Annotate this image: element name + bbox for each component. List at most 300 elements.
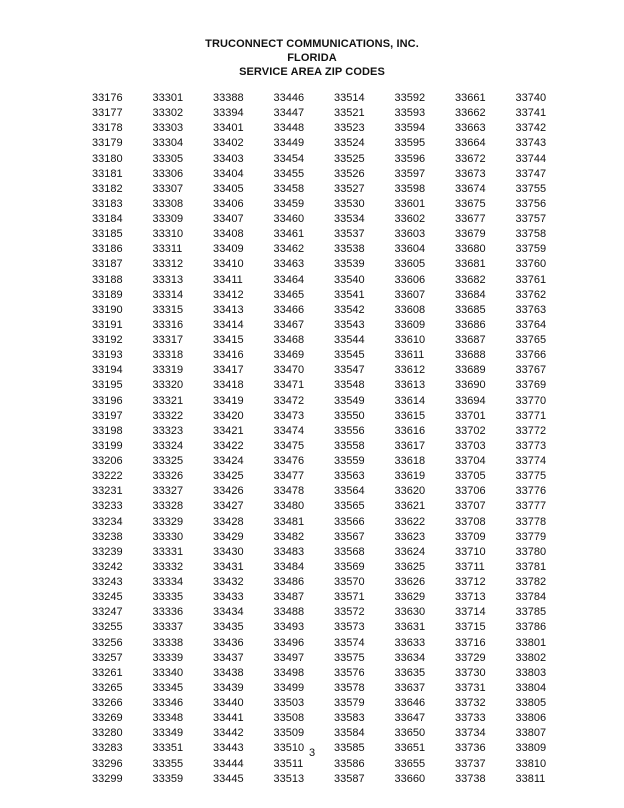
zip-code-cell: 33255 (92, 621, 123, 634)
zip-code-cell: 33631 (394, 621, 426, 634)
zip-code-cell: 33663 (455, 122, 486, 135)
zip-code-cell: 33779 (515, 530, 547, 543)
zip-code-cell: 33511 (273, 757, 304, 770)
zip-code-cell: 33617 (394, 439, 426, 452)
zip-code-cell: 33679 (455, 228, 486, 241)
zip-code-cell: 33432 (213, 576, 244, 588)
zip-code-cell: 33476 (273, 455, 305, 467)
zip-code-cell: 33592 (394, 92, 426, 104)
zip-code-cell: 33309 (152, 213, 184, 225)
zip-code-cell: 33183 (92, 197, 123, 210)
zip-code-cell: 33444 (213, 757, 244, 770)
zip-code-cell: 33731 (455, 681, 486, 694)
zip-code-cell: 33579 (334, 697, 365, 709)
zip-code-cell: 33448 (273, 122, 305, 135)
zip-code-cell: 33594 (394, 122, 426, 135)
zip-code-cell: 33182 (92, 182, 123, 195)
zip-code-cell: 33340 (152, 666, 184, 679)
zip-code-cell: 33747 (515, 167, 547, 180)
zip-code-cell: 33711 (455, 560, 485, 573)
zip-code-cell: 33687 (455, 334, 486, 346)
zip-code-cell: 33438 (213, 666, 244, 679)
zip-code-cell: 33181 (92, 167, 123, 180)
zip-code-cell: 33609 (394, 318, 426, 331)
zip-code-cell: 33634 (394, 651, 426, 664)
zip-code-cell: 33306 (152, 167, 184, 180)
zip-code-cell: 33680 (455, 243, 486, 256)
zip-code-cell: 33323 (152, 424, 184, 437)
zip-code-cell: 33177 (92, 107, 123, 120)
zip-code-cell: 33761 (515, 273, 547, 286)
zip-code-cell: 33769 (515, 379, 547, 392)
zip-code-cell: 33688 (455, 349, 486, 362)
zip-code-cell: 33302 (152, 107, 184, 120)
zip-code-cell: 33811 (515, 772, 546, 785)
zip-code-cell: 33233 (92, 500, 123, 513)
zip-code-cell: 33307 (152, 182, 184, 195)
zip-code-cell: 33185 (92, 228, 123, 241)
zip-code-cell: 33716 (455, 636, 486, 649)
zip-code-cell: 33802 (515, 651, 547, 664)
zip-code-cell: 33738 (455, 772, 486, 785)
zip-code-cell: 33427 (213, 500, 244, 513)
zip-code-cell: 33312 (152, 258, 184, 271)
zip-code-cell: 33414 (213, 318, 244, 331)
zip-code-cell: 33742 (515, 122, 547, 135)
zip-code-cell: 33620 (394, 485, 426, 498)
zip-code-cell: 33635 (394, 666, 426, 679)
zip-code-cell: 33673 (455, 167, 486, 180)
zip-code-cell: 33402 (213, 137, 244, 150)
zip-code-cell: 33521 (334, 107, 365, 120)
zip-code-cell: 33184 (92, 213, 123, 225)
zip-code-cell: 33765 (515, 334, 547, 346)
zip-code-cell: 33633 (394, 636, 426, 649)
zip-column (395, 91, 426, 787)
zip-code-cell: 33734 (455, 727, 486, 740)
zip-code-cell: 33322 (152, 409, 184, 422)
zip-code-cell: 33430 (213, 545, 244, 558)
zip-code-cell: 33469 (273, 349, 305, 362)
zip-code-cell: 33595 (394, 137, 426, 150)
zip-code-cell: 33439 (213, 681, 244, 694)
zip-code-cell: 33310 (152, 228, 184, 241)
zip-code-cell: 33426 (213, 485, 244, 498)
zip-code-cell: 33445 (213, 772, 244, 785)
zip-code-cell: 33550 (334, 409, 365, 422)
company-name: TRUCONNECT COMMUNICATIONS, INC. (205, 38, 419, 50)
zip-code-cell: 33470 (273, 364, 305, 377)
zip-code-cell: 33269 (92, 712, 123, 725)
zip-code-cell: 33567 (334, 530, 365, 543)
zip-code-cell: 33404 (213, 167, 244, 180)
zip-code-cell: 33543 (334, 318, 365, 331)
zip-code-cell: 33319 (152, 364, 184, 377)
zip-code-cell: 33424 (213, 455, 244, 467)
zip-code-cell: 33497 (273, 651, 305, 664)
zip-code-cell: 33764 (515, 318, 547, 331)
zip-code-cell: 33321 (152, 394, 184, 407)
zip-code-cell: 33435 (213, 621, 244, 634)
zip-code-cell: 33782 (515, 576, 547, 588)
zip-code-cell: 33482 (273, 530, 305, 543)
zip-code-cell: 33772 (515, 424, 547, 437)
zip-code-cell: 33401 (213, 122, 244, 135)
zip-code-cell: 33192 (92, 334, 123, 346)
zip-code-cell: 33618 (394, 455, 426, 467)
zip-code-cell: 33626 (394, 576, 426, 588)
zip-code-cell: 33348 (152, 712, 184, 725)
zip-code-cell: 33303 (152, 122, 184, 135)
zip-code-cell: 33622 (394, 515, 426, 528)
zip-code-cell: 33736 (455, 742, 486, 755)
zip-code-cell: 33487 (273, 591, 305, 604)
zip-code-cell: 33197 (92, 409, 123, 422)
zip-code-cell: 33756 (515, 197, 547, 210)
zip-code-cell: 33429 (213, 530, 244, 543)
zip-code-cell: 33778 (515, 515, 547, 528)
zip-code-cell: 33422 (213, 439, 244, 452)
zip-code-cell: 33564 (334, 485, 365, 498)
zip-code-cell: 33513 (273, 772, 305, 785)
zip-code-cell: 33547 (334, 364, 365, 377)
zip-code-cell: 33455 (273, 167, 305, 180)
zip-code-cell: 33733 (455, 712, 486, 725)
zip-code-cell: 33775 (515, 470, 547, 483)
zip-code-cell: 33327 (152, 485, 184, 498)
zip-code-cell: 33525 (334, 152, 365, 165)
zip-code-cell: 33675 (455, 197, 486, 210)
zip-code-cell: 33465 (273, 288, 305, 301)
zip-code-cell: 33481 (273, 515, 305, 528)
zip-code-cell: 33407 (213, 213, 244, 225)
zip-code-cell: 33335 (152, 591, 184, 604)
zip-code-cell: 33587 (334, 772, 365, 785)
zip-code-cell: 33239 (92, 545, 123, 558)
zip-code-cell: 33256 (92, 636, 123, 649)
zip-code-cell: 33480 (273, 500, 305, 513)
state-name: FLORIDA (287, 52, 337, 64)
zip-code-cell: 33474 (273, 424, 305, 437)
zip-code-cell: 33610 (394, 334, 426, 346)
zip-code-cell: 33608 (394, 303, 426, 316)
zip-code-cell: 33602 (394, 213, 426, 225)
zip-code-cell: 33674 (455, 182, 486, 195)
zip-code-cell: 33603 (394, 228, 426, 241)
zip-code-cell: 33545 (334, 349, 365, 362)
zip-code-cell: 33331 (152, 545, 184, 558)
zip-code-cell: 33305 (152, 152, 184, 165)
zip-code-cell: 33338 (152, 636, 184, 649)
zip-column (274, 91, 305, 787)
zip-code-cell: 33313 (152, 273, 184, 286)
zip-code-cell: 33682 (455, 273, 486, 286)
zip-code-cell: 33408 (213, 228, 244, 241)
zip-code-cell: 33776 (515, 485, 547, 498)
zip-code-cell: 33729 (455, 651, 486, 664)
zip-code-cell: 33713 (455, 591, 486, 604)
zip-code-cell: 33431 (213, 560, 244, 573)
zip-code-cell: 33434 (213, 606, 244, 619)
zip-code-cell: 33777 (515, 500, 547, 513)
zip-code-cell: 33222 (92, 470, 123, 483)
zip-code-cell: 33530 (334, 197, 365, 210)
zip-code-cell: 33664 (455, 137, 486, 150)
zip-code-cell: 33440 (213, 697, 244, 709)
zip-code-cell: 33672 (455, 152, 486, 165)
zip-code-cell: 33540 (334, 273, 365, 286)
zip-code-cell: 33329 (152, 515, 184, 528)
zip-code-cell: 33509 (273, 727, 305, 740)
zip-code-cell: 33558 (334, 439, 365, 452)
zip-code-cell: 33337 (152, 621, 184, 634)
zip-code-cell: 33655 (394, 757, 426, 770)
zip-code-cell: 33651 (394, 742, 426, 755)
zip-code-cell: 33803 (515, 666, 547, 679)
zip-code-cell: 33549 (334, 394, 365, 407)
zip-code-cell: 33301 (152, 92, 184, 104)
zip-code-cell: 33332 (152, 560, 184, 573)
zip-code-cell: 33686 (455, 318, 486, 331)
zip-code-cell: 33806 (515, 712, 547, 725)
zip-code-cell: 33598 (394, 182, 426, 195)
zip-code-cell: 33499 (273, 681, 305, 694)
zip-code-cell: 33570 (334, 576, 365, 588)
zip-code-cell: 33336 (152, 606, 184, 619)
zip-code-cell: 33539 (334, 258, 365, 271)
zip-code-cell: 33574 (334, 636, 365, 649)
zip-code-cell: 33703 (455, 439, 486, 452)
zip-code-cell: 33650 (394, 727, 426, 740)
zip-code-cell: 33345 (152, 681, 184, 694)
zip-code-cell: 33388 (213, 92, 244, 104)
zip-code-cell: 33538 (334, 243, 365, 256)
zip-code-cell: 33311 (152, 243, 183, 256)
zip-code-cell: 33412 (213, 288, 244, 301)
zip-code-cell: 33478 (273, 485, 305, 498)
zip-code-cell: 33425 (213, 470, 244, 483)
zip-code-cell: 33191 (92, 318, 123, 331)
zip-code-cell: 33462 (273, 243, 305, 256)
zip-code-cell: 33805 (515, 697, 547, 709)
zip-code-cell: 33339 (152, 651, 184, 664)
zip-code-cell: 33621 (394, 500, 426, 513)
zip-code-cell: 33503 (273, 697, 305, 709)
zip-code-cell: 33763 (515, 303, 547, 316)
zip-code-cell: 33466 (273, 303, 305, 316)
zip-code-cell: 33575 (334, 651, 365, 664)
zip-code-cell: 33613 (394, 379, 426, 392)
zip-code-cell: 33616 (394, 424, 426, 437)
zip-code-cell: 33548 (334, 379, 365, 392)
zip-code-cell: 33187 (92, 258, 123, 271)
zip-code-cell: 33541 (334, 288, 365, 301)
zip-code-cell: 33351 (152, 742, 184, 755)
zip-code-cell: 33266 (92, 697, 123, 709)
zip-code-cell: 33243 (92, 576, 123, 588)
zip-code-cell: 33708 (455, 515, 486, 528)
zip-code-cell: 33743 (515, 137, 547, 150)
document-title: SERVICE AREA ZIP CODES (239, 66, 385, 78)
zip-code-cell: 33730 (455, 666, 486, 679)
zip-code-cell: 33607 (394, 288, 426, 301)
zip-code-cell: 33685 (455, 303, 486, 316)
zip-code-cell: 33773 (515, 439, 547, 452)
zip-code-cell: 33660 (394, 772, 426, 785)
zip-code-cell: 33428 (213, 515, 244, 528)
zip-code-cell: 33415 (213, 334, 244, 346)
zip-code-cell: 33762 (515, 288, 547, 301)
zip-code-cell: 33767 (515, 364, 547, 377)
zip-code-cell: 33265 (92, 681, 123, 694)
zip-code-cell: 33403 (213, 152, 244, 165)
zip-code-cell: 33586 (334, 757, 365, 770)
zip-code-cell: 33463 (273, 258, 305, 271)
zip-code-cell: 33447 (273, 107, 305, 120)
zip-code-cell: 33523 (334, 122, 365, 135)
zip-code-cell: 33623 (394, 530, 426, 543)
zip-code-cell: 33771 (515, 409, 547, 422)
zip-code-cell: 33418 (213, 379, 244, 392)
zip-code-cell: 33188 (92, 273, 123, 286)
zip-code-cell: 33684 (455, 288, 486, 301)
zip-code-cell: 33406 (213, 197, 244, 210)
zip-code-cell: 33694 (455, 394, 486, 407)
zip-code-cell: 33681 (455, 258, 486, 271)
zip-code-cell: 33496 (273, 636, 305, 649)
zip-code-cell: 33433 (213, 591, 244, 604)
zip-code-cell: 33467 (273, 318, 305, 331)
zip-code-cell: 33247 (92, 606, 123, 619)
zip-code-cell: 33662 (455, 107, 486, 120)
zip-code-cell: 33349 (152, 727, 184, 740)
zip-code-cell: 33449 (273, 137, 305, 150)
zip-code-cell: 33299 (92, 772, 123, 785)
zip-code-cell: 33231 (92, 485, 123, 498)
zip-code-cell: 33801 (515, 636, 547, 649)
zip-code-cell: 33461 (273, 228, 305, 241)
zip-code-cell: 33420 (213, 409, 244, 422)
zip-code-cell: 33194 (92, 364, 123, 377)
zip-code-cell: 33199 (92, 439, 123, 452)
zip-code-cell: 33179 (92, 137, 123, 150)
zip-code-cell: 33510 (273, 742, 305, 755)
zip-code-cell: 33629 (394, 591, 426, 604)
zip-code-cell: 33706 (455, 485, 486, 498)
zip-code-cell: 33537 (334, 228, 365, 241)
zip-code-cell: 33473 (273, 409, 305, 422)
zip-code-cell: 33486 (273, 576, 305, 588)
zip-code-cell: 33190 (92, 303, 123, 316)
zip-code-cell: 33785 (515, 606, 547, 619)
zip-code-cell: 33514 (334, 92, 365, 104)
zip-column (213, 91, 244, 787)
zip-code-cell: 33245 (92, 591, 123, 604)
zip-code-cell: 33304 (152, 137, 184, 150)
zip-code-cell: 33320 (152, 379, 184, 392)
zip-code-cell: 33189 (92, 288, 123, 301)
zip-code-cell: 33661 (455, 92, 486, 104)
zip-code-cell: 33605 (394, 258, 426, 271)
zip-code-cell: 33807 (515, 727, 547, 740)
zip-code-cell: 33416 (213, 349, 244, 362)
zip-code-cell: 33559 (334, 455, 365, 467)
zip-code-cell: 33614 (394, 394, 426, 407)
zip-code-cell: 33578 (334, 681, 365, 694)
zip-code-cell: 33409 (213, 243, 244, 256)
zip-column (92, 91, 123, 787)
zip-code-cell: 33524 (334, 137, 365, 150)
document-header (0, 37, 624, 79)
zip-code-cell: 33326 (152, 470, 184, 483)
zip-code-cell: 33471 (273, 379, 305, 392)
zip-code-cell: 33786 (515, 621, 547, 634)
zip-code-cell: 33346 (152, 697, 184, 709)
zip-code-cell: 33571 (334, 591, 365, 604)
zip-code-cell: 33488 (273, 606, 305, 619)
zip-code-cell: 33330 (152, 530, 184, 543)
zip-code-cell: 33459 (273, 197, 305, 210)
zip-code-cell: 33556 (334, 424, 365, 437)
zip-code-cell: 33176 (92, 92, 123, 104)
zip-code-cell: 33437 (213, 651, 244, 664)
zip-code-cell: 33741 (515, 107, 547, 120)
zip-code-cell: 33410 (213, 258, 244, 271)
zip-code-cell: 33454 (273, 152, 305, 165)
zip-code-cell: 33325 (152, 455, 184, 467)
zip-code-cell: 33296 (92, 757, 123, 770)
zip-code-cell: 33186 (92, 243, 123, 256)
zip-code-cell: 33394 (213, 107, 244, 120)
zip-code-cell: 33612 (394, 364, 426, 377)
zip-code-cell: 33419 (213, 394, 244, 407)
zip-code-cell: 33709 (455, 530, 486, 543)
zip-code-cell: 33702 (455, 424, 486, 437)
zip-code-cell: 33624 (394, 545, 426, 558)
zip-code-cell: 33757 (515, 213, 547, 225)
zip-code-cell: 33334 (152, 576, 184, 588)
zip-code-cell: 33646 (394, 697, 426, 709)
zip-code-cell: 33714 (455, 606, 486, 619)
zip-code-cell: 33568 (334, 545, 365, 558)
zip-code-cell: 33690 (455, 379, 486, 392)
zip-code-cell: 33206 (92, 455, 123, 467)
zip-code-cell: 33705 (455, 470, 486, 483)
zip-code-cell: 33737 (455, 757, 486, 770)
zip-code-cell: 33324 (152, 439, 184, 452)
zip-code-cell: 33534 (334, 213, 365, 225)
zip-code-cell: 33413 (213, 303, 244, 316)
zip-column (516, 91, 547, 787)
zip-code-cell: 33707 (455, 500, 486, 513)
zip-code-cell: 33810 (515, 757, 547, 770)
zip-code-cell: 33715 (455, 621, 486, 634)
zip-code-cell: 33178 (92, 122, 123, 135)
zip-code-cell: 33460 (273, 213, 305, 225)
zip-code-cell: 33596 (394, 152, 426, 165)
zip-code-cell: 33477 (273, 470, 305, 483)
zip-code-cell: 33584 (334, 727, 365, 740)
zip-code-cell: 33593 (394, 107, 426, 120)
zip-code-cell: 33411 (213, 273, 243, 286)
zip-code-cell: 33770 (515, 394, 547, 407)
zip-code-cell: 33458 (273, 182, 305, 195)
zip-code-cell: 33493 (273, 621, 305, 634)
zip-code-cell: 33483 (273, 545, 305, 558)
zip-code-cell: 33314 (152, 288, 184, 301)
zip-code-cell: 33780 (515, 545, 547, 558)
zip-code-cell: 33677 (455, 213, 486, 225)
